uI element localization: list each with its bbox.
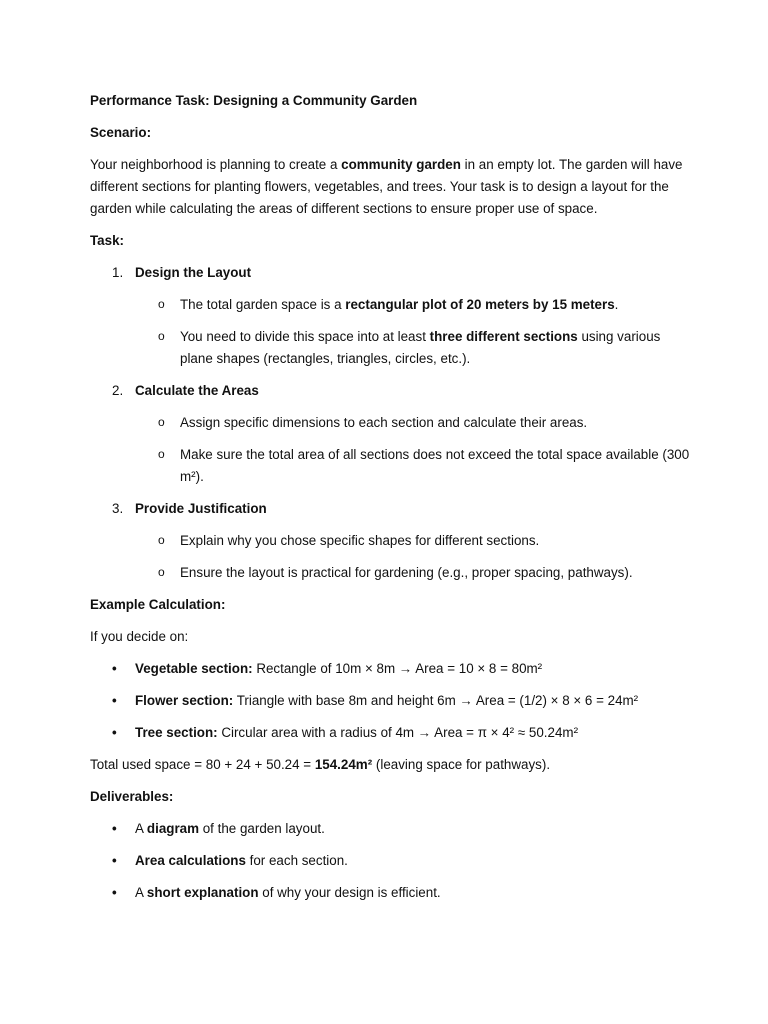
task-subitem: o Ensure the layout is practical for gardening (e.g., proper spacing, pathways).: [90, 562, 690, 584]
task-heading: Task:: [90, 233, 124, 248]
example-total: Total used space = 80 + 24 + 50.24 = 154.24m² (leaving space for pathways).: [90, 757, 551, 772]
deliverable-item: • A short explanation of why your design is efficient.: [90, 882, 690, 904]
circle-bullet-icon: o: [158, 533, 165, 547]
bullet-icon: •: [112, 725, 117, 740]
task-item: [90, 498, 690, 520]
task-item-title: Calculate the Areas: [135, 383, 259, 398]
task-subitem: o You need to divide this space into at least three different sections using various plane shapes (rectangles, triangles, circles, etc.).: [90, 326, 690, 370]
example-item: • Flower section: Triangle with base 8m and height 6m → Area = (1/2) × 8 × 6 = 24m²: [90, 690, 690, 712]
circle-bullet-icon: o: [158, 565, 165, 579]
document-page: [90, 90, 690, 914]
task-item-title: Provide Justification: [135, 501, 267, 516]
example-item: • Vegetable section: Rectangle of 10m × 8m → Area = 10 × 8 = 80m²: [90, 658, 690, 680]
task-item-title: Design the Layout: [135, 265, 252, 280]
task-item-number: 2.: [112, 383, 124, 398]
task-item-number: 1.: [112, 265, 124, 280]
circle-bullet-icon: o: [158, 329, 165, 343]
task-item-number: 3.: [112, 501, 124, 516]
task-subitem: o Explain why you chose specific shapes for different sections.: [90, 530, 690, 552]
task-item: [90, 380, 690, 402]
document-title: Performance Task: Designing a Community Garden: [90, 93, 418, 108]
task-subitem: o The total garden space is a rectangular plot of 20 meters by 15 meters.: [90, 294, 690, 316]
bullet-icon: •: [112, 821, 117, 836]
deliverable-item: • Area calculations for each section.: [90, 850, 690, 872]
bullet-icon: •: [112, 693, 117, 708]
task-subitem: o Make sure the total area of all sections does not exceed the total space available (300 m²).: [90, 444, 690, 488]
circle-bullet-icon: o: [158, 447, 165, 461]
task-subitem: o Assign specific dimensions to each section and calculate their areas.: [90, 412, 690, 434]
deliverable-item: • A diagram of the garden layout.: [90, 818, 690, 840]
bullet-icon: •: [112, 853, 117, 868]
example-heading: Example Calculation:: [90, 597, 226, 612]
task-item: [90, 262, 690, 284]
example-intro: If you decide on:: [90, 629, 189, 644]
scenario-heading: Scenario:: [90, 125, 152, 140]
example-item: • Tree section: Circular area with a radius of 4m → Area = π × 4² ≈ 50.24m²: [90, 722, 690, 744]
bullet-icon: •: [112, 885, 117, 900]
deliverables-heading: Deliverables:: [90, 789, 174, 804]
circle-bullet-icon: o: [158, 415, 165, 429]
bullet-icon: •: [112, 661, 117, 676]
scenario-paragraph: Your neighborhood is planning to create a community garden in an empty lot. The garden will have different sections for planting flowers, vegetables, and trees. Your task is to design a layout for the garden while calculating the areas of different sections to ensure proper use of space.: [90, 157, 683, 216]
circle-bullet-icon: o: [158, 297, 165, 311]
